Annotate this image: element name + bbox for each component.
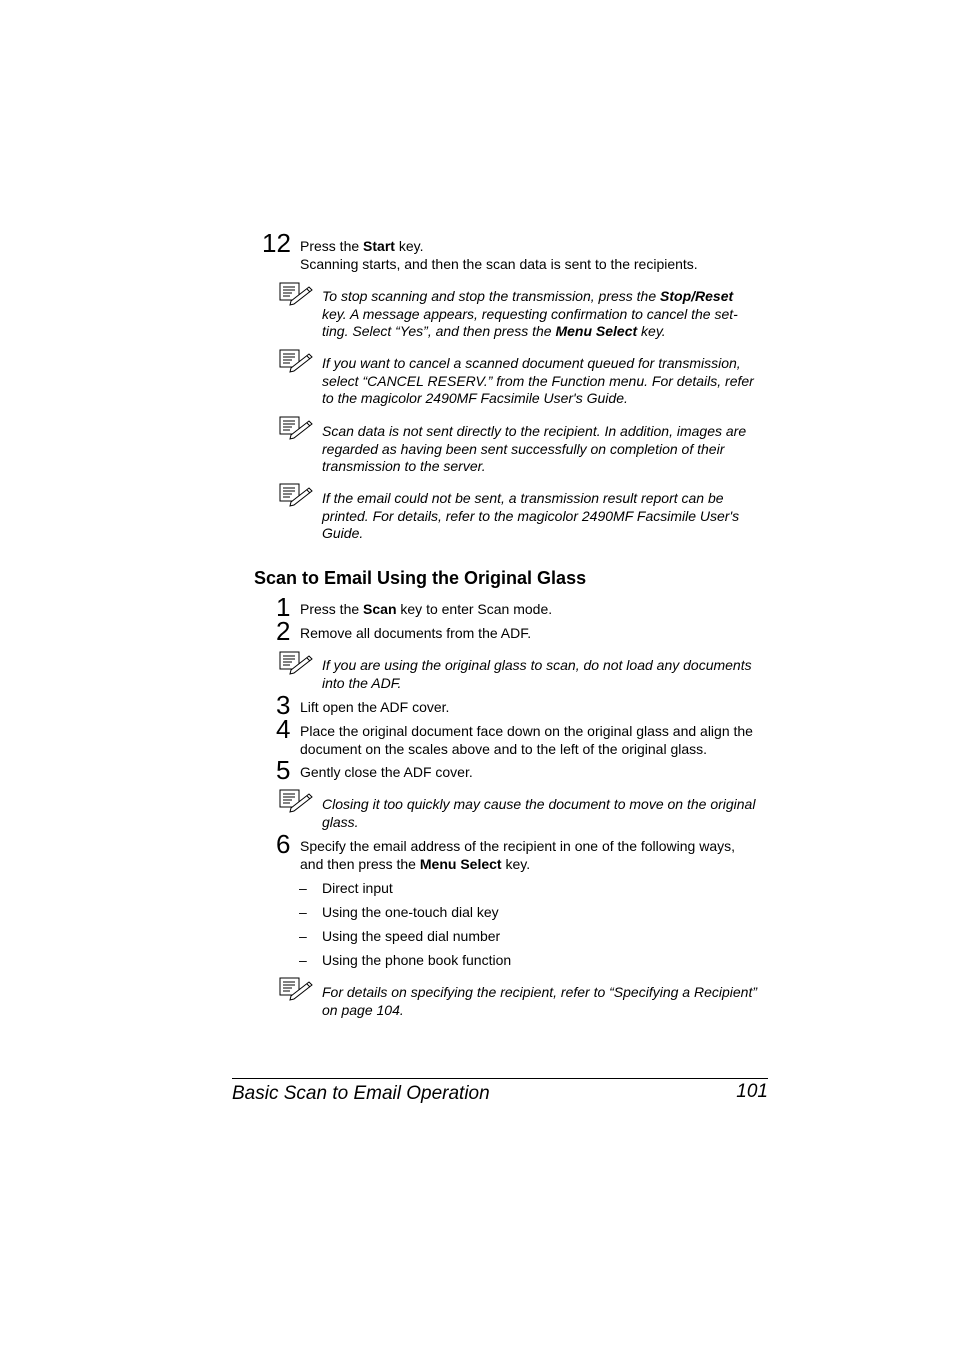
list-dash: – xyxy=(299,880,307,896)
note-icon xyxy=(279,349,313,373)
note-line: If you are using the original glass to scan, do not load any documents xyxy=(322,657,752,673)
note-icon xyxy=(279,483,313,507)
note-email-failed xyxy=(322,490,739,543)
step-6-text xyxy=(300,838,735,873)
list-item: Using the speed dial number xyxy=(322,928,501,944)
list-dash: – xyxy=(299,904,307,920)
step-1-text: Press the Scan key to enter Scan mode. xyxy=(300,601,553,617)
step-number-12: 12 xyxy=(262,228,291,258)
step-number-6: 6 xyxy=(276,829,291,859)
step-3-text: Lift open the ADF cover. xyxy=(300,699,450,715)
step-5-text: Gently close the ADF cover. xyxy=(300,764,473,780)
note-line: Scan data is not sent directly to the recipient. In addition, images are xyxy=(322,423,747,439)
note-closing-quickly xyxy=(322,796,755,831)
step-number-2: 2 xyxy=(276,616,291,646)
section-heading: Scan to Email Using the Original Glass xyxy=(254,568,587,588)
note-line: select “CANCEL RESERV.” from the Function menu. For details, refer xyxy=(322,372,754,389)
step-2-text: Remove all documents from the ADF. xyxy=(300,625,532,641)
list-dash: – xyxy=(299,952,307,968)
step-4-text xyxy=(300,723,753,758)
note-icon xyxy=(279,416,313,440)
step-number-4: 4 xyxy=(276,714,291,744)
step-line: and then press the Menu Select key. xyxy=(300,855,531,872)
scan-key-label: Scan xyxy=(363,601,397,617)
note-cancel-reserv xyxy=(322,355,754,408)
step-12-line2: Scanning starts, and then the scan data is sent to the recipients. xyxy=(300,256,698,272)
note-line: For details on specifying the recipient, refer to “Specifying a Recipient” xyxy=(322,984,757,1000)
note-scan-data xyxy=(322,423,746,476)
list-item: Using the phone book function xyxy=(322,952,512,968)
step-line: Specify the email address of the recipient in one of the following ways, xyxy=(300,838,736,854)
note-stop-scanning xyxy=(322,288,738,341)
list-item: Using the one-touch dial key xyxy=(322,904,499,920)
step-number-1: 1 xyxy=(276,592,291,622)
note-line: Closing it too quickly may cause the document to move on the original xyxy=(322,796,756,812)
note-line: key. A message appears, requesting confirmation to cancel the set- xyxy=(322,305,738,322)
step-12-pre: Press the xyxy=(300,238,364,254)
note-icon xyxy=(279,282,313,306)
note-specifying-recipient xyxy=(322,984,757,1019)
footer-title: Basic Scan to Email Operation xyxy=(232,1083,490,1104)
note-icon xyxy=(279,789,313,813)
menu-select-key-label: Menu Select xyxy=(419,855,502,872)
note-original-glass xyxy=(322,657,752,692)
note-icon xyxy=(279,977,313,1001)
note-line: Guide. xyxy=(322,525,364,541)
step-number-3: 3 xyxy=(276,690,291,720)
note-line: printed. For details, refer to the magicolor 2490MF Facsimile User's xyxy=(322,507,740,524)
step-number-5: 5 xyxy=(276,755,291,785)
start-key-label: Start xyxy=(363,238,395,254)
note-icon xyxy=(279,651,313,675)
step-line: Place the original document face down on the original glass and align the xyxy=(300,723,753,739)
menu-select-key-label: Menu Select xyxy=(555,323,638,339)
note-line: ting. Select “Yes”, and then press the Menu Select key. xyxy=(322,323,666,339)
footer-rule xyxy=(232,1078,768,1079)
page-number: 101 xyxy=(736,1081,768,1102)
note-line: regarded as having been sent successfully on completion of their xyxy=(322,440,725,457)
step-line: document on the scales above and to the left of the original glass. xyxy=(300,740,708,757)
note-line: transmission to the server. xyxy=(322,458,486,474)
note-line: If the email could not be sent, a transmission result report can be xyxy=(322,490,724,506)
note-line: glass. xyxy=(322,813,359,830)
list-dash: – xyxy=(299,928,307,944)
list-item: Direct input xyxy=(322,880,393,896)
note-line: To stop scanning and stop the transmission, press the Stop/Reset xyxy=(322,288,734,304)
note-line: into the ADF. xyxy=(322,674,402,691)
note-line: If you want to cancel a scanned document queued for transmission, xyxy=(322,355,741,371)
note-line: to the magicolor 2490MF Facsimile User's Guide. xyxy=(322,390,628,406)
note-line: on page 104. xyxy=(322,1001,404,1018)
step-12-post: key. xyxy=(394,238,424,254)
step-12-text xyxy=(300,238,423,256)
stop-reset-key-label: Stop/Reset xyxy=(660,288,734,304)
